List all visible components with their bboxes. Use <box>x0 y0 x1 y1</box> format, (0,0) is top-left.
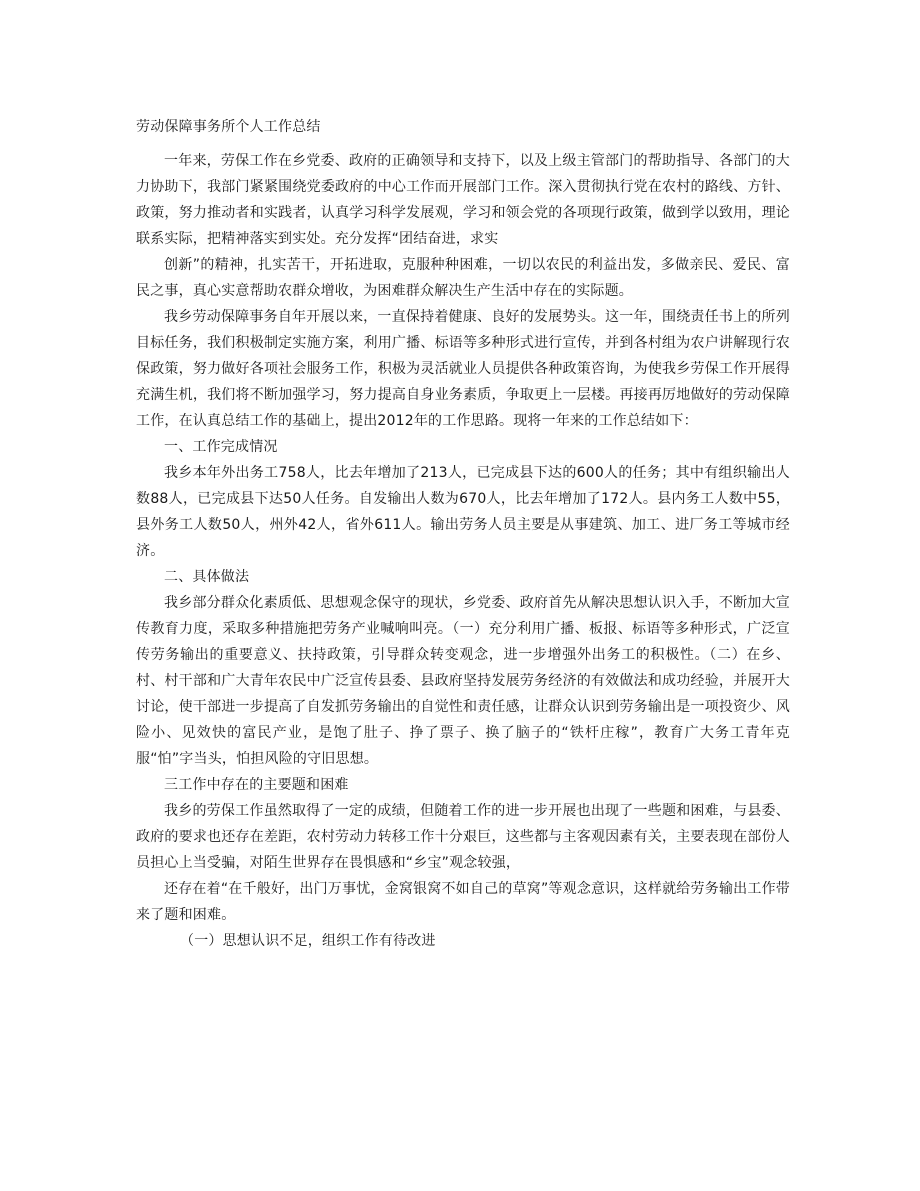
subheading-awareness: （一）思想认识不足，组织工作有待改进 <box>180 933 436 949</box>
paragraph-intro-continued: 创新”的精神，扎实苦干，开拓进取，克服种种困难，一切以农民的利益出发，多做亲民、爱民、富民之事，真心实意帮助农群众增收，为困难群众解决生产生活中存在的实际题。 <box>136 257 790 299</box>
paragraph-overview: 我乡劳动保障事务自年开展以来，一直保持着健康、良好的发展势头。这一年，围绕责任书上的所列目标任务，我们积极制定实施方案，利用广播、标语等多种形式进行宣传，并到各村组为农户讲解现行农保政策，努力做好各项社会服务工作，积极为灵活就业人员提供各种政策咨询，为使我乡劳保工作开展得充满生机，我们将不断加强学习，努力提高自身业务素质，争取更上一层楼。再接再厉地做好的劳动保障工作，在认真总结工作的基础上，提出2012年的工作思路。现将一年来的工作总结如下： <box>136 309 790 429</box>
section-heading-completion: 一、工作完成情况 <box>164 439 278 455</box>
paragraph-problems-continued: 还存在着“在千般好，出门万事忧，金窝银窝不如自己的草窝”等观念意识，这样就给劳务输出工作带来了题和困难。 <box>136 881 790 923</box>
section-heading-problems: 三工作中存在的主要题和困难 <box>164 777 349 793</box>
paragraph-completion: 我乡本年外出务工758人，比去年增加了213人，已完成县下达的600人的任务；其中有组织输出人数88人，已完成县下达50人任务。自发输出人数为670人，比去年增加了172人。县内务工人数中55，县外务工人数50人，州外42人，省外611人。输出劳务人员主要是从事建筑、加工、进厂务工等城市经济。 <box>136 465 790 559</box>
document-body <box>136 114 790 954</box>
paragraph-intro: 一年来，劳保工作在乡党委、政府的正确领导和支持下，以及上级主管部门的帮助指导、各部门的大力协助下，我部门紧紧围绕党委政府的中心工作而开展部门工作。深入贯彻执行党在农村的路线、方针、政策，努力推动者和实践者，认真学习科学发展观，学习和领会党的各项现行政策，做到学以致用，理论联系实际，把精神落实到实处。充分发挥“团结奋进，求实 <box>136 153 790 247</box>
section-heading-methods: 二、具体做法 <box>164 569 250 585</box>
paragraph-methods: 我乡部分群众化素质低、思想观念保守的现状，乡党委、政府首先从解决思想认识入手，不断加大宣传教育力度，采取多种措施把劳务产业喊响叫亮。（一）充分利用广播、板报、标语等多种形式，广泛宣传劳务输出的重要意义、扶持政策，引导群众转变观念，进一步增强外出务工的积极性。（二）在乡、村、村干部和广大青年农民中广泛宣传县委、县政府坚持发展劳务经济的有效做法和成功经验，并展开大讨论，使干部进一步提高了自发抓劳务输出的自觉性和责任感，让群众认识到劳务输出是一项投资少、风险小、见效快的富民产业，是饱了肚子、挣了票子、换了脑子的“铁杆庄稼”，教育广大务工青年克服“怕”字当头，怕担风险的守旧思想。 <box>136 595 790 767</box>
paragraph-problems: 我乡的劳保工作虽然取得了一定的成绩，但随着工作的进一步开展也出现了一些题和困难，与县委、政府的要求也还存在差距，农村劳动力转移工作十分艰巨，这些都与主客观因素有关，主要表现在部份人员担心上当受骗，对陌生世界存在畏惧感和“乡宝”观念较强， <box>136 803 790 871</box>
document-title: 劳动保障事务所个人工作总结 <box>136 119 321 135</box>
